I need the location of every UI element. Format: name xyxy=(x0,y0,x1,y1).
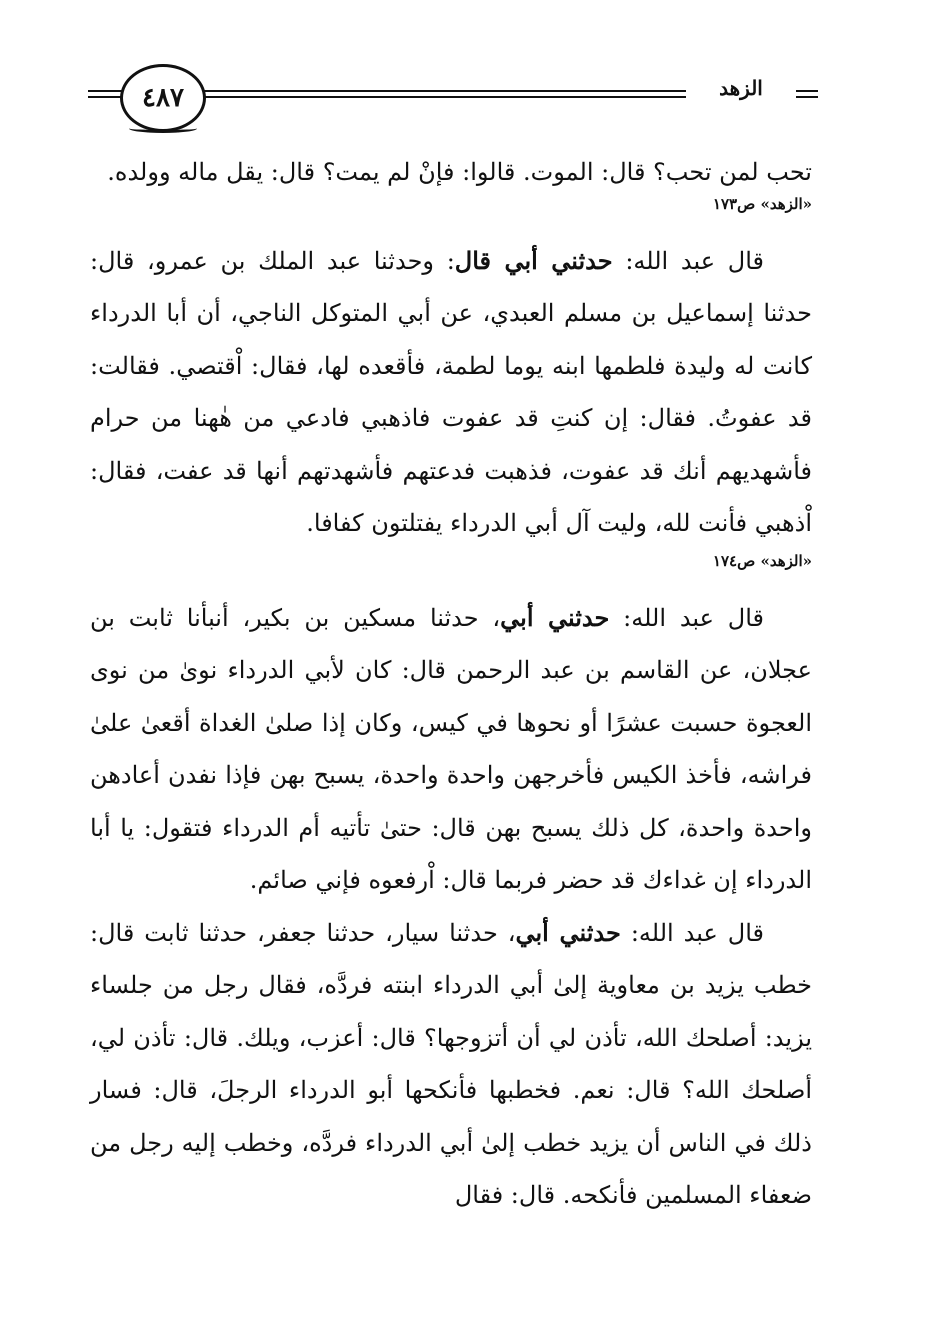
narrator-phrase: حدثني أبي قال xyxy=(454,245,613,275)
source-reference: «الزهد» ص١٧٣ xyxy=(712,194,812,213)
page-header xyxy=(88,62,818,134)
header-rule xyxy=(796,96,818,98)
header-rule xyxy=(198,90,728,92)
paragraph xyxy=(90,907,812,1222)
header-rule xyxy=(198,96,728,98)
paragraph-text: ، حدثنا سيار، حدثنا جعفر، حدثنا ثابت قال: خطب يزيد بن معاوية إلىٰ أبي الدرداء ابنته فردَّه، فقال رجل من جلساء يزيد: أصلحك الله، تأذن لي أن أتزوجها؟ قال: أعزب، ويلك. قال: تأذن لي، أصلحك الله؟ قال: نعم. فخطبها فأنكحها أبو الدرداء الرجلَ، قال: فسار ذلك في الناس أن يزيد خطب إلىٰ أبي الدرداء فردَّه، وخطب إليه رجل من ضعفاء المسلمين فأنكحه. قال: فقال xyxy=(90,918,812,1209)
page-body xyxy=(90,146,812,1222)
paragraph-lead: قال عبد الله: xyxy=(620,918,764,947)
header-rule xyxy=(796,90,818,92)
paragraph xyxy=(90,592,812,907)
header-rule xyxy=(88,96,124,98)
paragraph-text: ، حدثنا مسكين بن بكير، أنبأنا ثابت بن عجلان، عن القاسم بن عبد الرحمن قال: كان لأبي الدرداء نوىٰ من نوى العجوة حسبت عشرًا أو نحوها في كيس، وكان إذا صلىٰ الغداة أقعىٰ علىٰ فراشه، فأخذ الكيس فأخرجهن واحدة واحدة، يسبح بهن فإذا نفدن أعادهن واحدة واحدة، كل ذلك يسبح بهن قال: حتىٰ تأتيه أم الدرداء فتقول: يا أبا الدرداء إن غداءك قد حضر فربما قال: اْرفعوه فإني صائم. xyxy=(90,603,812,894)
paragraph-lead: قال عبد الله: xyxy=(612,246,764,275)
page-number: ٤٨٧ xyxy=(142,83,184,113)
paragraph-lead: قال عبد الله: xyxy=(609,603,764,632)
paragraph xyxy=(90,235,812,550)
paragraph-continued: تحب لمن تحب؟ قال: الموت. قالوا: فإنْ لم يمت؟ قال: يقل ماله وولده. xyxy=(107,158,812,186)
narrator-phrase: حدثني أبي xyxy=(500,602,610,632)
header-rule xyxy=(88,90,124,92)
narrator-phrase: حدثني أبي xyxy=(515,917,621,947)
page-number-badge xyxy=(120,64,206,132)
source-reference: «الزهد» ص١٧٤ xyxy=(712,551,812,570)
paragraph-text: : وحدثنا عبد الملك بن عمرو، قال: حدثنا إسماعيل بن مسلم العبدي، عن أبي المتوكل الناجي، أن أبا الدرداء كانت له وليدة فلطمها ابنه يوما لطمة، فأقعده لها، فقال: اْقتصي. فقالت: قد عفوتُ. فقال: إن كنتِ قد عفوت فاذهبي فادعي من هٰهنا من حرام فأشهديهم أنك قد عفوت، فذهبت فدعتهم فأشهدتهم أنها قد عفت، فقال: اْذهبي فأنت لله، وليت آل أبي الدرداء يفتلتون كفافا. xyxy=(90,246,812,537)
chapter-title: الزهد xyxy=(686,76,796,100)
